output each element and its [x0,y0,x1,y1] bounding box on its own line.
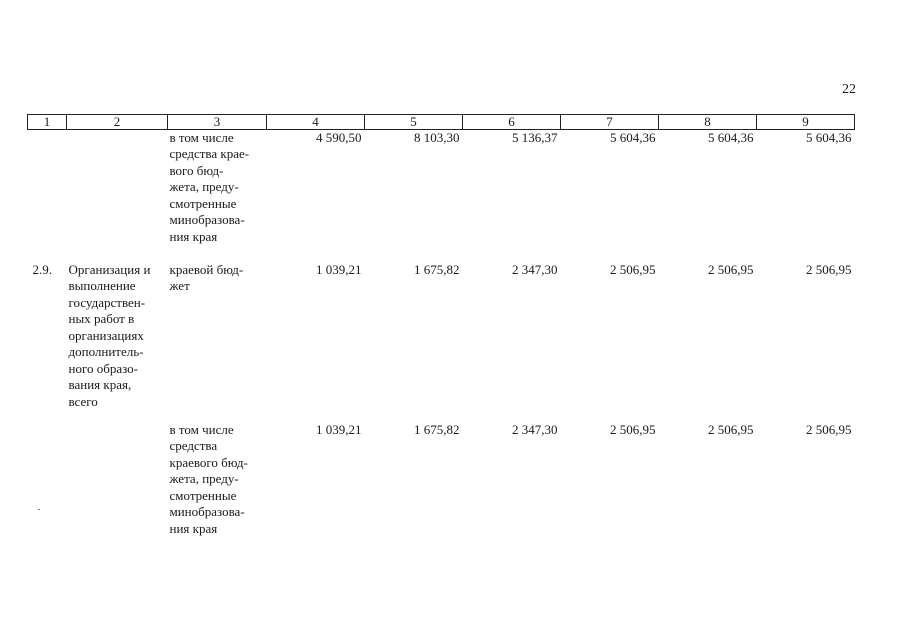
item-number-cell [28,130,67,262]
column-header-8: 8 [659,115,757,130]
column-header-1: 1 [28,115,67,130]
funding-source-line: минобразова- [169,504,245,519]
amount-cell: 5 604,36 [610,129,656,145]
table-row [28,422,855,554]
column-header-5: 5 [365,115,463,130]
funding-source-cell [168,262,267,422]
amount-cell: 2 347,30 [512,421,558,437]
amount-cell: 8 103,30 [414,129,460,145]
scan-speck [38,509,40,510]
item-name-line: государствен- [68,294,146,310]
item-name-line: дополнитель- [68,344,144,359]
table-row [28,262,855,422]
amount-cell: 2 506,95 [806,421,852,437]
funding-source-line: средства [169,438,218,453]
funding-source-line: средства крае- [169,146,250,161]
amount-cell: 1 039,21 [316,261,362,277]
item-name-cell [67,262,168,422]
amount-cell: 2 506,95 [610,421,656,437]
budget-table [27,114,855,554]
amount-cell: 2 506,95 [708,421,754,437]
column-number-header-row [28,115,855,130]
column-header-7: 7 [561,115,659,130]
item-name-cell [67,130,168,262]
item-name-line: выполнение [68,278,136,293]
column-header-6: 6 [463,115,561,130]
table-body [28,115,855,554]
funding-source-line: смотренные [169,487,237,503]
table-row [28,130,855,262]
funding-source-line: жета, преду- [169,471,239,486]
item-number-cell [28,422,67,554]
amount-cell: 2 506,95 [708,261,754,277]
funding-source-line: в том числе [169,421,234,437]
amount-cell: 4 590,50 [316,129,362,145]
item-name-line: Организация и [68,261,151,277]
funding-source-line: жет [169,278,190,293]
column-header-4: 4 [267,115,365,130]
page-number: 22 [842,82,856,97]
column-header-3: 3 [168,115,267,130]
amount-cell: 2 347,30 [512,261,558,277]
column-header-9: 9 [757,115,855,130]
item-name-cell [67,422,168,554]
funding-source-line: краевой бюд- [169,261,244,277]
column-header-2: 2 [67,115,168,130]
funding-source-cell [168,130,267,262]
funding-source-cell [168,422,267,554]
amount-cell: 2 506,95 [806,261,852,277]
funding-source-line: жета, преду- [169,179,239,194]
funding-source-line: краевого бюд- [169,454,248,470]
funding-source-line: смотренные [169,195,237,211]
amount-cell: 5 136,37 [512,129,558,145]
item-number-cell: 2.9. [32,261,52,277]
item-name-line: организациях [68,327,144,343]
amount-cell: 1 675,82 [414,421,460,437]
funding-source-line: ния края [169,228,218,244]
amount-cell: 5 604,36 [708,129,754,145]
amount-cell: 1 039,21 [316,421,362,437]
item-name-line: всего [68,393,98,409]
amount-cell: 5 604,36 [806,129,852,145]
item-name-line: вания края, [68,377,132,392]
amount-cell: 1 675,82 [414,261,460,277]
funding-source-line: в том числе [169,129,234,145]
item-name-line: ного образо- [68,360,138,376]
funding-source-line: минобразова- [169,212,245,227]
item-name-line: ных работ в [68,311,135,326]
funding-source-line: ния края [169,520,218,536]
funding-source-line: вого бюд- [169,162,224,178]
amount-cell: 2 506,95 [610,261,656,277]
